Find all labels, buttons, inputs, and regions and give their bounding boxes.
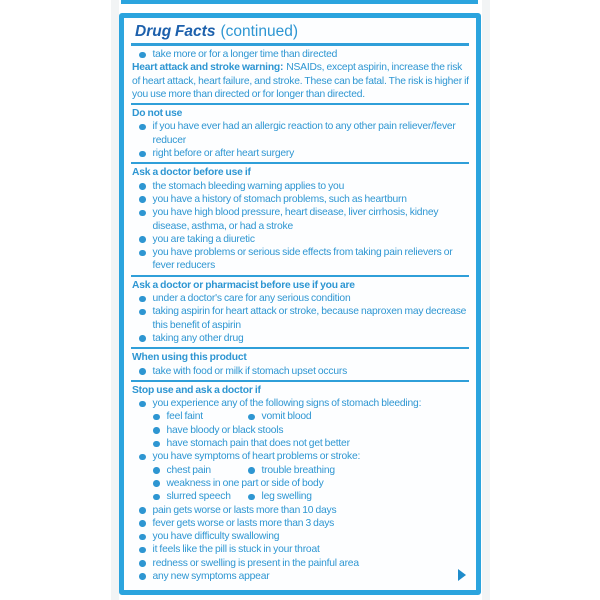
bullet-icon xyxy=(139,309,146,316)
bullet-icon xyxy=(139,196,146,203)
bullet-icon xyxy=(139,210,146,217)
bullet-item xyxy=(131,570,469,583)
bullet-text: have bloody or black stools xyxy=(166,424,284,436)
bullet-text: you have difficulty swallowing xyxy=(152,531,280,543)
bullet-text: under a doctor's care for any serious condition xyxy=(152,293,351,305)
bullet-text: weakness in one part or side of body xyxy=(166,477,324,489)
bullet-item xyxy=(131,397,469,410)
bullet-item xyxy=(131,504,469,517)
bullet-icon xyxy=(139,296,146,303)
bullet-icon xyxy=(139,250,146,257)
divider xyxy=(131,162,469,164)
previous-panel-border-edge xyxy=(121,0,478,4)
bullet-icon xyxy=(139,520,146,527)
sub-bullet-two-column-row xyxy=(153,410,469,423)
bullet-item xyxy=(131,193,469,206)
bullet-icon xyxy=(139,236,146,243)
bullet-text: you have a history of stomach problems, such as heartburn xyxy=(152,193,407,205)
bullet-icon xyxy=(248,467,255,474)
bullet-text: it feels like the pill is stuck in your throat xyxy=(152,544,320,556)
section-heading-ask-pharmacist: Ask a doctor or pharmacist before use if you are xyxy=(132,279,355,291)
bullet-item xyxy=(131,180,469,193)
divider xyxy=(131,347,469,349)
sub-bullet-item xyxy=(145,477,469,490)
sub-bullet-item xyxy=(248,490,469,503)
bullet-item xyxy=(131,543,469,556)
bullet-text: redness or swelling is present in the painful area xyxy=(152,557,359,569)
bullet-icon xyxy=(248,414,255,421)
sub-bullet-item xyxy=(153,490,248,503)
bullet-item xyxy=(131,365,469,378)
bullet-text: any new symptoms appear xyxy=(152,570,270,582)
bullet-item xyxy=(131,233,469,246)
bullet-icon xyxy=(153,441,160,448)
bullet-icon xyxy=(139,454,146,461)
section-heading-ask-doctor: Ask a doctor before use if xyxy=(132,167,251,179)
sub-bullet-item xyxy=(248,464,469,477)
divider xyxy=(131,43,469,46)
bullet-icon xyxy=(153,494,160,501)
bullet-text: taking any other drug xyxy=(152,332,244,344)
bullet-text: leg swelling xyxy=(261,491,312,503)
bullet-icon xyxy=(139,507,146,514)
sub-bullet-item xyxy=(153,464,248,477)
bullet-item xyxy=(131,450,469,463)
bullet-item xyxy=(131,292,469,305)
warning-body: NSAIDs, except aspirin, increase the risk of heart attack, heart failure, and stroke. These can be fatal. The risk is higher if you use more than directed or for longer than directed. xyxy=(132,62,469,100)
warning-lead: Heart attack and stroke warning: xyxy=(132,62,284,74)
section-heading-stop-use: Stop use and ask a doctor if xyxy=(132,384,261,396)
sub-bullet-item xyxy=(248,410,469,423)
bullet-text: taking aspirin for heart attack or stroke, because naproxen may decrease this benefit of aspirin xyxy=(152,306,467,331)
bullet-icon xyxy=(139,401,146,408)
bullet-text: you experience any of the following signs of stomach bleeding: xyxy=(152,398,422,410)
sub-bullet-item xyxy=(145,424,469,437)
bullet-item xyxy=(131,120,469,147)
bullet-text: pain gets worse or lasts more than 10 days xyxy=(152,504,337,516)
bullet-icon xyxy=(153,414,160,421)
drug-facts-panel xyxy=(119,13,481,595)
sub-bullet-two-column-row xyxy=(153,464,469,477)
bullet-item xyxy=(131,206,469,233)
bullet-text: take more or for a longer time than directed xyxy=(152,49,338,60)
bullet-item xyxy=(131,517,469,530)
heart-attack-stroke-warning xyxy=(131,61,469,101)
section-heading-when-using: When using this product xyxy=(132,352,247,364)
bullet-text: trouble breathing xyxy=(261,464,335,476)
package-right-edge-shading xyxy=(482,0,490,600)
bullet-text: vomit blood xyxy=(261,411,312,423)
divider xyxy=(131,275,469,277)
bullet-item xyxy=(131,305,469,332)
sub-bullet-two-column-row xyxy=(153,490,469,503)
bullet-icon xyxy=(153,427,160,434)
bullet-text: the stomach bleeding warning applies to you xyxy=(152,180,345,192)
bullet-text: you have symptoms of heart problems or stroke: xyxy=(152,451,361,463)
divider xyxy=(131,380,469,382)
bullet-item xyxy=(131,246,469,273)
bullet-icon xyxy=(153,480,160,487)
bullet-text: slurred speech xyxy=(166,491,231,503)
bullet-item xyxy=(131,530,469,543)
bullet-text: right before or after heart surgery xyxy=(152,148,295,160)
section-heading-do-not-use: Do not use xyxy=(132,108,183,120)
bullet-item xyxy=(131,332,469,345)
bullet-text: feel faint xyxy=(166,411,203,423)
bullet-icon xyxy=(139,183,146,190)
bullet-text: you have problems or serious side effects from taking pain relievers or fever reducers xyxy=(152,247,453,272)
bullet-text: if you have ever had an allergic reaction to any other pain reliever/fever reducer xyxy=(152,121,456,146)
bullet-icon xyxy=(139,573,146,580)
bullet-icon xyxy=(139,124,146,131)
bullet-text: have stomach pain that does not get better xyxy=(166,438,350,450)
bullet-icon xyxy=(139,560,146,567)
bullet-text: chest pain xyxy=(166,464,211,476)
bullet-icon xyxy=(139,151,146,158)
package-left-edge-shading xyxy=(111,0,119,600)
bullet-icon xyxy=(248,494,255,501)
sub-bullet-item xyxy=(145,437,469,450)
bullet-text: you are taking a diuretic xyxy=(152,233,255,245)
bullet-icon xyxy=(139,52,146,59)
bullet-icon xyxy=(139,335,146,342)
continuation-arrow-icon xyxy=(458,569,466,581)
bullet-item xyxy=(131,557,469,570)
bullet-text: you have high blood pressure, heart disease, liver cirrhosis, kidney disease, asthma, or had a stroke xyxy=(152,207,439,232)
bullet-text: take with food or milk if stomach upset occurs xyxy=(152,365,348,377)
bullet-text: fever gets worse or lasts more than 3 days xyxy=(152,517,335,529)
sub-bullet-item xyxy=(153,410,248,423)
panel-title xyxy=(131,21,469,42)
bullet-icon xyxy=(139,534,146,541)
bullet-icon xyxy=(153,467,160,474)
bullet-item xyxy=(131,147,469,160)
bullet-icon xyxy=(139,547,146,554)
bullet-item xyxy=(131,48,469,61)
drug-facts-title: Drug Facts xyxy=(135,23,216,40)
bullet-icon xyxy=(139,368,146,375)
drug-facts-continued: (continued) xyxy=(220,23,299,40)
divider xyxy=(131,103,469,105)
